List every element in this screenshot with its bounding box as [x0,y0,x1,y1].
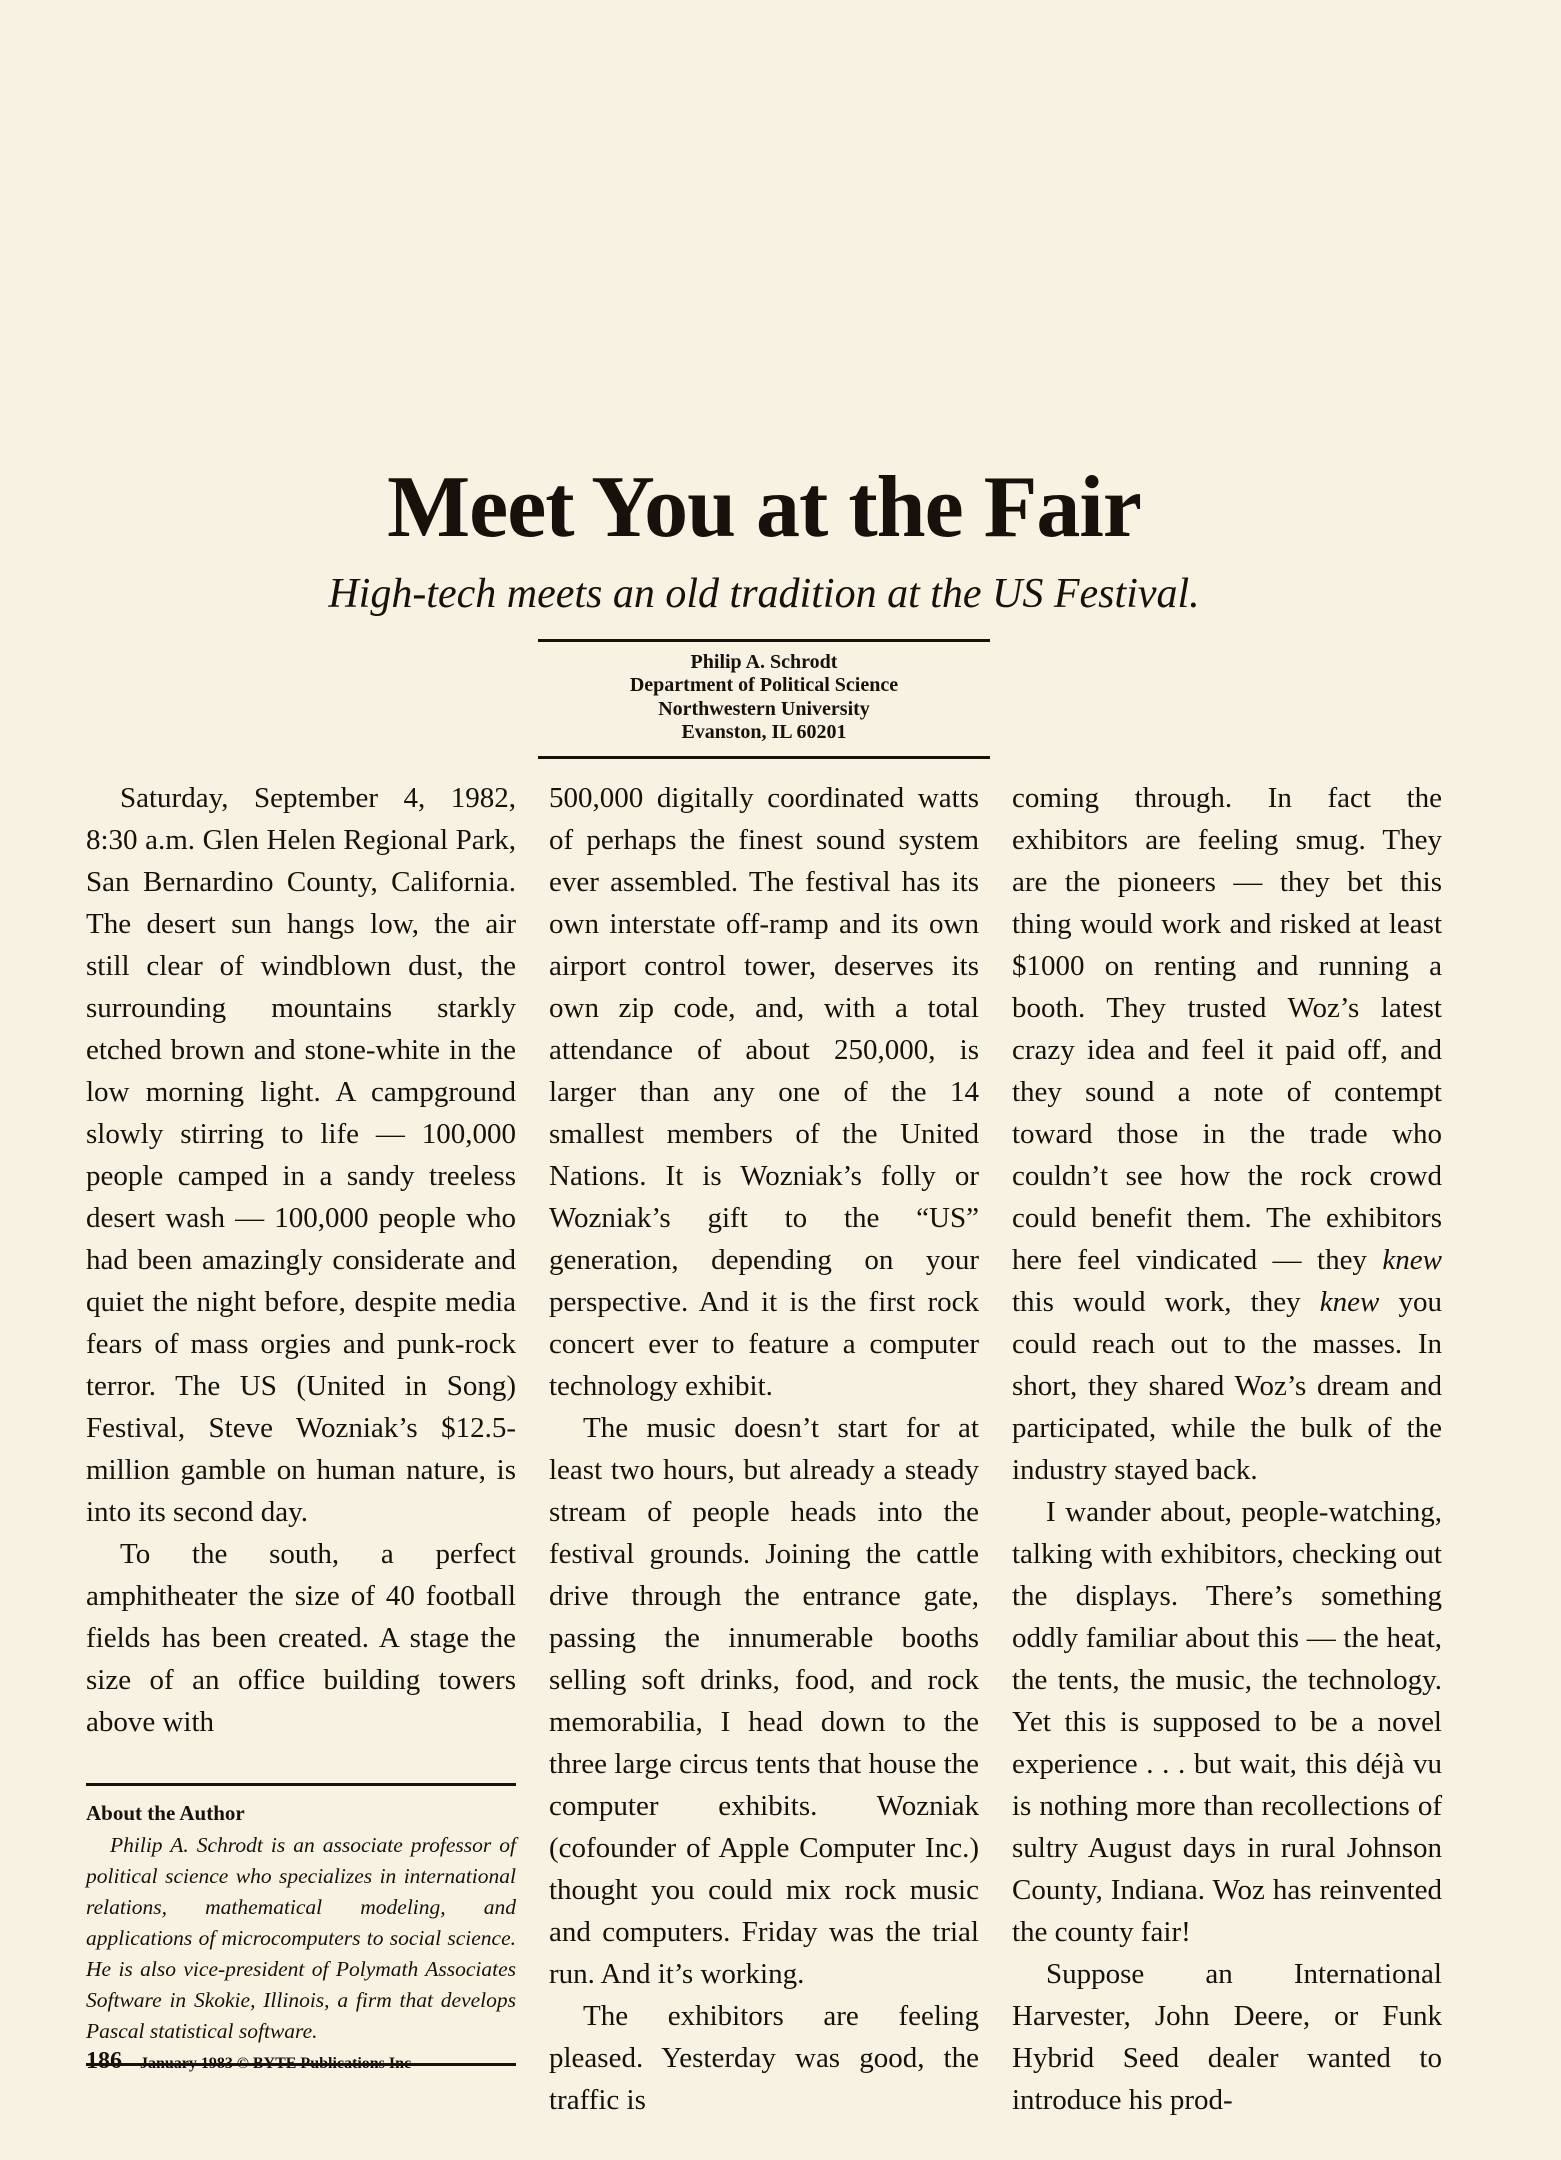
column-1 [86,777,516,2121]
paragraph: The exhibitors are feeling pleased. Yesterday was good, the traffic is [549,1999,979,2116]
column-2 [549,777,979,2121]
article-subtitle: High-tech meets an old tradition at the US Festival. [328,571,1200,618]
publication-credit: January 1983 © BYTE Publications Inc [140,2055,412,2072]
article-title: Meet You at the Fair [387,459,1141,556]
author-department: Department of Political Science [629,674,899,697]
page-footer [86,2048,411,2075]
byline-block [538,639,990,759]
author-university: Northwestern University [658,697,870,720]
paragraph: To the south, a perfect amphitheater the size of 40 football fields has been created. A stage the size of an office building towers above with [86,1537,516,1738]
paragraph-text: you could reach out to the masses. In short, they shared Woz’s dream and participated, while the bulk of the industry stayed back. [1012,1285,1443,1486]
about-author-box [86,1783,516,2066]
paragraph: Saturday, September 4, 1982, 8:30 a.m. Glen Helen Regional Park, San Bernardino County, California. The desert sun hangs low, the air still clear of windblown dust, the surrounding mountains starkly etched brown and stone-white in the low morning light. A campground slowly stirring to life — 100,000 people camped in a sandy treeless desert wash — 100,000 people who had been amazingly considerate and quiet the night before, despite media fears of mass orgies and punk-rock terror. The US (United in Song) Festival, Steve Wozniak’s $12.5-million gamble on human nature, is into its second day. [86,781,516,1528]
page-content [86,0,1442,2121]
paragraph: 500,000 digitally coordinated watts of perhaps the finest sound system ever assembled. The festival has its own interstate off-ramp and its own airport control tower, deserves its own zip code, and, with a total attendance of about 250,000, is larger than any one of the 14 smallest members of the United Nations. It is Wozniak’s folly or Wozniak’s gift to the “US” generation, depending on your perspective. And it is the first rock concert ever to feature a computer technology exhibit. [549,781,979,1402]
about-author-heading: About the Author [86,1800,245,1825]
column-3 [1012,777,1442,2121]
author-location: Evanston, IL 60201 [681,721,847,744]
paragraph: Suppose an International Harvester, John Deere, or Funk Hybrid Seed dealer wanted to introduce his prod- [1012,1957,1442,2116]
paragraph-text: coming through. In fact the exhibitors are feeling smug. They are the pioneers — they bet this thing would work and risked at least $1000 on renting and running a booth. They trusted Woz’s latest crazy idea and feel it paid off, and they sound a note of contempt toward those in the trade who couldn’t see how the rock crowd could benefit them. The exhibitors here feel vindicated — they [1012,781,1442,1276]
emphasis-text: knew [1319,1285,1380,1318]
article-columns [86,777,1442,2121]
page-number: 186 [86,2048,122,2074]
about-author-text: Philip A. Schrodt is an associate professor of political science who specializes in international relations, mathematical modeling, and applications of microcomputers to social science. He is also vice-president of Polymath Associates Software in Skokie, Illinois, a firm that develops Pascal statistical software. [86,1832,516,2043]
paragraph-text: this would work, they [1012,1285,1320,1318]
emphasis-text: knew [1382,1243,1442,1276]
paragraph [1012,777,1442,1491]
author-name: Philip A. Schrodt [690,650,838,673]
paragraph: The music doesn’t start for at least two hours, but already a steady stream of people heads into the festival grounds. Joining the cattle drive through the entrance gate, passing the innumerable booths selling soft drinks, food, and rock memorabilia, I head down to the three large circus tents that house the computer exhibits. Wozniak (cofounder of Apple Computer Inc.) thought you could mix rock music and computers. Friday was the trial run. And it’s working. [549,1411,979,1990]
paragraph: I wander about, people-watching, talking with exhibitors, checking out the displays. There’s something oddly familiar about this — the heat, the tents, the music, the technology. Yet this is supposed to be a novel experience . . . but wait, this déjà vu is nothing more than recollections of sultry August days in rural Johnson County, Indiana. Woz has reinvented the county fair! [1012,1495,1442,1948]
